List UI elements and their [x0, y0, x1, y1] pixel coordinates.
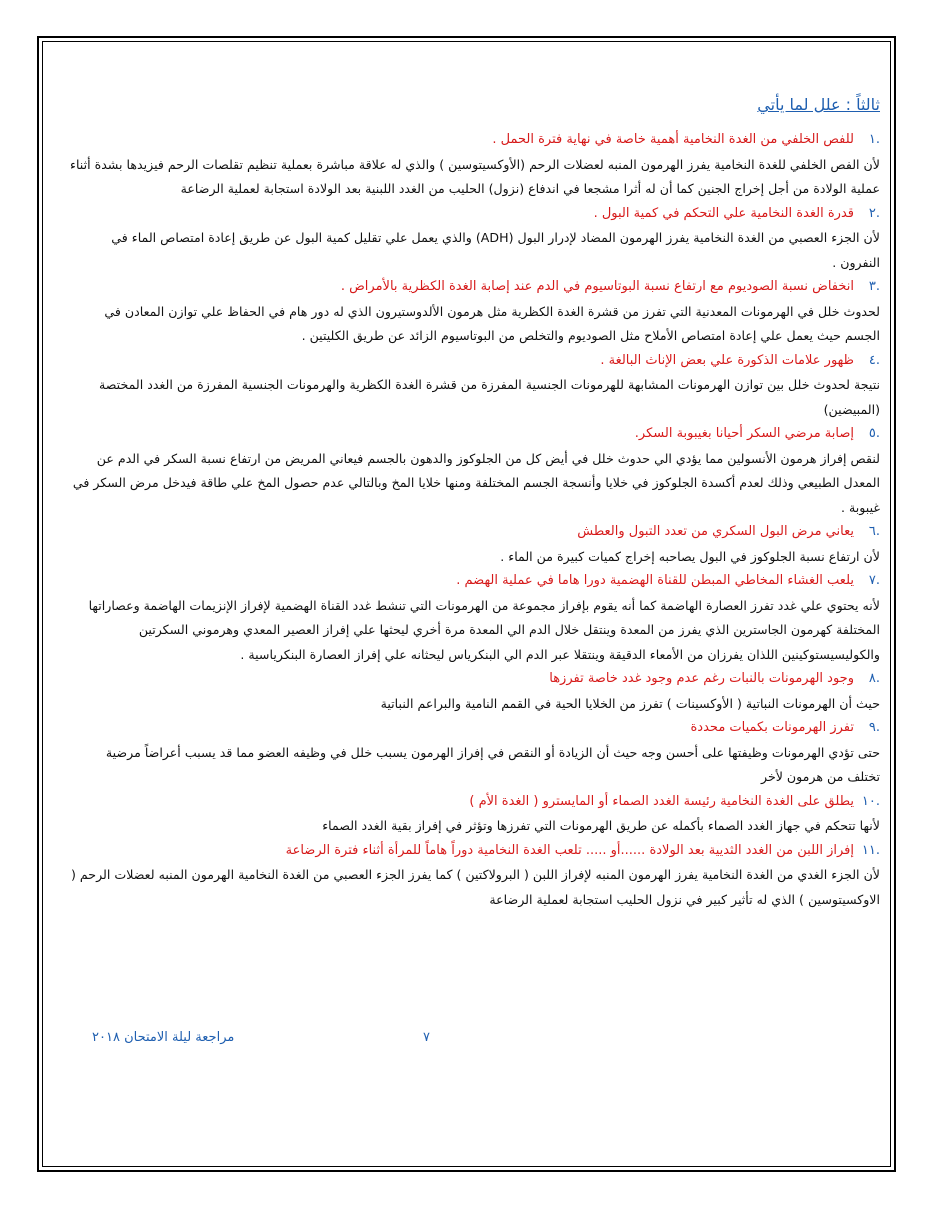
list-item — [70, 667, 880, 716]
answer-text: حيث أن الهرمونات النباتية ( الأوكسينات ) تفرز من الخلايا الحية في القمم النامية والبراعم النباتية — [380, 695, 880, 711]
answer-text: لأن الجزء الغدي من الغدة النخامية يفرز الهرمون المنبه لإفراز اللبن ( البرولاكتين ) كما يفرز الجزء العصبي من الغدة النخامية الهرمون المنبه لعضلات الرحم ( الاوكسيتوسين ) الذي له تأثير كبير في نزول الحليب استجابة لعملية الرضاعة — [71, 867, 880, 907]
list-item — [70, 790, 880, 839]
list-item — [70, 716, 880, 790]
list-item — [70, 275, 880, 349]
item-number: .٣ — [868, 279, 880, 294]
question-text: إفراز اللبن من الغدد الثديية بعد الولادة ......أو ..... تلعب الغدة النخامية دوراً هاماً للمرأة أثناء فترة الرضاعة — [285, 842, 854, 858]
section-heading: ثالثاً : علل لما يأتي — [757, 95, 880, 114]
question-text: يلعب الغشاء المخاطي المبطن للقناة الهضمية دورا هاما في عملية الهضم . — [456, 573, 854, 588]
item-number: .٢ — [868, 205, 880, 221]
footer-title: مراجعة ليلة الامتحان ٢٠١٨ — [92, 1030, 235, 1045]
question — [70, 667, 880, 692]
question-text: انخفاض نسبة الصوديوم مع ارتفاع نسبة البوتاسيوم في الدم عند إصابة الغدة الكظرية بالأمراض . — [340, 279, 854, 294]
answer-text: لأنه يحتوي علي غدد تفرز العصارة الهاضمة كما أنه يقوم بإفراز مجموعة من الهرمونات التي تنشط غدد القناة الهضمية لإفراز الإنزيمات الهاضمة وعصاراتها المختلفة كهرمون الجاسترين الذي يفرز من المعدة وينتقل خلال الدم الي المعدة مرة أخري ليحثها علي إفراز العصير المعدي وهرموني السكرتين والكوليسيستوكينين اللذان يفرزان من الأمعاء الدقيقة وينتقلا عبر الدم الي البنكرياس ليحثانه علي إفراز العصارة البنكرياسية . — [88, 597, 880, 662]
item-number: .٩ — [868, 720, 880, 735]
question — [70, 349, 880, 374]
question — [70, 569, 880, 594]
question-text: قدرة الغدة النخامية علي التحكم في كمية البول . — [593, 205, 854, 221]
question — [70, 790, 880, 815]
answer-text: لأن ارتفاع نسبة الجلوكوز في البول يصاحبه إخراج كميات كبيرة من الماء . — [500, 548, 880, 564]
answer-text: لحدوث خلل في الهرمونات المعدنية التي تفرز من قشرة الغدة الكظرية مثل هرمون الألدوستيرون الذي له دور هام في الحفاظ علي توازن المعادن في الجسم حيث يعمل علي إعادة امتصاص الأملاح مثل الصوديوم والتخلص من البوتاسيوم الزائد عن طريق الكليتين . — [104, 303, 880, 343]
item-number: .٥ — [868, 426, 880, 441]
list-item — [70, 422, 880, 520]
item-number: .١١ — [861, 842, 880, 858]
question — [70, 128, 880, 153]
item-number: .٧ — [868, 573, 880, 588]
page-number: ٧ — [423, 1030, 430, 1045]
answer-text: لنقص إفراز هرمون الأنسولين مما يؤدي الي حدوث خلل في أيض كل من الجلوكوز والدهون بالجسم فيعاني المريض من ارتفاع نسبة السكر في الدم عن المعدل الطبيعي وذلك لعدم أكسدة الجلوكوز في خلايا وأنسجة الجسم المختلفة ومنها خلايا المخ وبالتالي عدم حصول المخ علي طاقة فيدخل مرض السكر في غيبوبة . — [72, 450, 880, 515]
question — [70, 839, 880, 864]
question-text: يطلق على الغدة النخامية رئيسة الغدد الصماء أو المايسترو ( الغدة الأم ) — [469, 793, 854, 809]
list-item — [70, 128, 880, 202]
question — [70, 422, 880, 447]
answer-text: حتى تؤدي الهرمونات وظيفتها على أحسن وجه حيث أن الزيادة أو النقص في إفراز الهرمون يسبب خلل في وظيفه العضو مما قد يسبب أعراضاً مرضية تختلف من هرمون لأخر — [105, 744, 880, 784]
list-item — [70, 349, 880, 423]
question-text: ظهور علامات الذكورة علي بعض الإناث البالغة . — [600, 352, 854, 368]
question — [70, 202, 880, 227]
item-number: .٤ — [868, 352, 880, 368]
question-text: تفرز الهرمونات بكميات محددة — [690, 720, 854, 735]
question-text: وجود الهرمونات بالنبات رغم عدم وجود غدد خاصة تفرزها — [549, 671, 854, 686]
list-item — [70, 839, 880, 913]
question-text: إصابة مرضي السكر أحيانا بغيبوبة السكر. — [634, 426, 854, 441]
list-item — [70, 520, 880, 569]
item-number: .٦ — [868, 524, 880, 539]
list-item — [70, 202, 880, 276]
answer-text: لأن الفص الخلفي للغدة النخامية يفرز الهرمون المنبه لعضلات الرحم (الأوكسيتوسين ) والذي له علاقة مباشرة بعملية تنظيم تقلصات الرحم فيزيدها بشدة أثناء عملية الولادة من أجل إخراج الجنين كما أن له أثرا مشجعا في اندفاع (نزول) الحليب من الغدد اللبنية بعد الولادة استجابة لعملية الرضاعة — [70, 156, 880, 196]
list-item — [70, 569, 880, 667]
answer-text: نتيجة لحدوث خلل بين توازن الهرمونات المشابهة للهرمونات الجنسية المفرزة من قشرة الغدة الكظرية والهرمونات الجنسية المفرزة من الغدد المختصة (المبيضين) — [98, 377, 880, 417]
question-text: للفص الخلفي من الغدة النخامية أهمية خاصة في نهاية فترة الحمل . — [492, 132, 854, 147]
question — [70, 716, 880, 741]
item-number: .١٠ — [861, 793, 880, 809]
question-text: يعاني مرض البول السكري من تعدد التبول والعطش — [577, 524, 854, 539]
question — [70, 275, 880, 300]
item-number: .١ — [868, 132, 880, 147]
question — [70, 520, 880, 545]
answer-text: لأنها تتحكم في جهاز الغدد الصماء بأكمله عن طريق الهرمونات التي تفرزها وتؤثر في إفراز بقية الغدد الصماء — [322, 818, 880, 833]
item-number: .٨ — [868, 671, 880, 686]
answer-text: لأن الجزء العصبي من الغدة النخامية يفرز الهرمون المضاد لإدرار البول (ADH) والذي يعمل علي تقليل كمية البول عن طريق إعادة امتصاص الماء في النفرون . — [111, 230, 880, 270]
document-body — [70, 92, 880, 912]
